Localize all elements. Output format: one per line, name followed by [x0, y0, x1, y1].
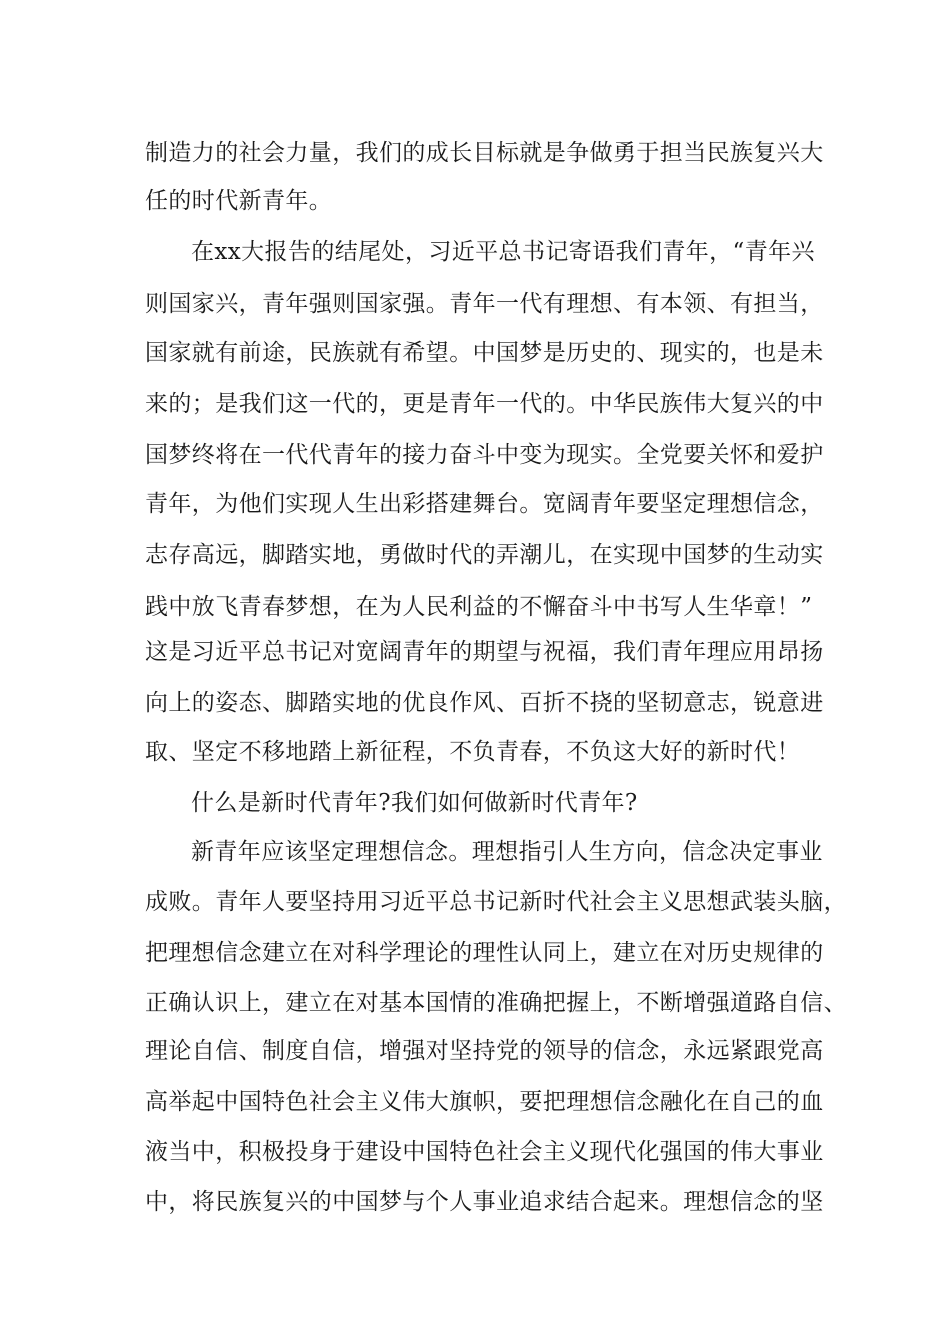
question-heading-line: 什么是新时代青年?我们如何做新时代青年?	[191, 790, 638, 816]
text-line: 国梦终将在一代代青年的接力奋斗中变为现实。全党要关怀和爱护	[145, 442, 824, 468]
text-line: 制造力的社会力量，我们的成长目标就是争做勇于担当民族复兴大	[145, 140, 824, 166]
text-line: 取、坚定不移地踏上新征程，不负青春，不负这大好的新时代！	[145, 739, 801, 765]
paragraph-start-line: 新青年应该坚定理想信念。理想指引人生方向，信念决定事业	[191, 839, 823, 865]
text-line: 把理想信念建立在对科学理论的理性认同上，建立在对历史规律的	[145, 940, 824, 966]
text-line: 向上的姿态、脚踏实地的优良作风、百折不挠的坚韧意志，锐意进	[145, 690, 824, 716]
text-line: 正确认识上，建立在对基本国情的准确把握上，不断增强道路自信、	[145, 990, 847, 1016]
paragraph-start-line: 在xx大报告的结尾处，习近平总书记寄语我们青年，“青年兴	[191, 239, 815, 265]
text-line: 则国家兴，青年强则国家强。青年一代有理想、有本领、有担当，	[145, 291, 824, 317]
text-line: 液当中，积极投身于建设中国特色社会主义现代化强国的伟大事业	[145, 1139, 824, 1165]
text-line: 青年，为他们实现人生出彩搭建舞台。宽阔青年要坚定理想信念，	[145, 491, 824, 517]
text-line: 志存高远，脚踏实地，勇做时代的弄潮儿，在实现中国梦的生动实	[145, 542, 824, 568]
text-line: 任的时代新青年。	[145, 188, 333, 214]
text-line: 成败。青年人要坚持用习近平总书记新时代社会主义思想武装头脑，	[145, 889, 847, 915]
text-line: 来的；是我们这一代的，更是青年一代的。中华民族伟大复兴的中	[145, 391, 824, 417]
text-line: 理论自信、制度自信，增强对坚持党的领导的信念，永远紧跟党高	[145, 1038, 824, 1064]
text-line: 高举起中国特色社会主义伟大旗帜，要把理想信念融化在自己的血	[145, 1089, 824, 1115]
text-line: 践中放飞青春梦想，在为人民利益的不懈奋斗中书写人生华章！”	[145, 594, 813, 620]
text-line: 国家就有前途，民族就有希望。中国梦是历史的、现实的，也是未	[145, 340, 824, 366]
text-line: 这是习近平总书记对宽阔青年的期望与祝福，我们青年理应用昂扬	[145, 639, 824, 665]
text-line: 中，将民族复兴的中国梦与个人事业追求结合起来。理想信念的坚	[145, 1189, 824, 1215]
